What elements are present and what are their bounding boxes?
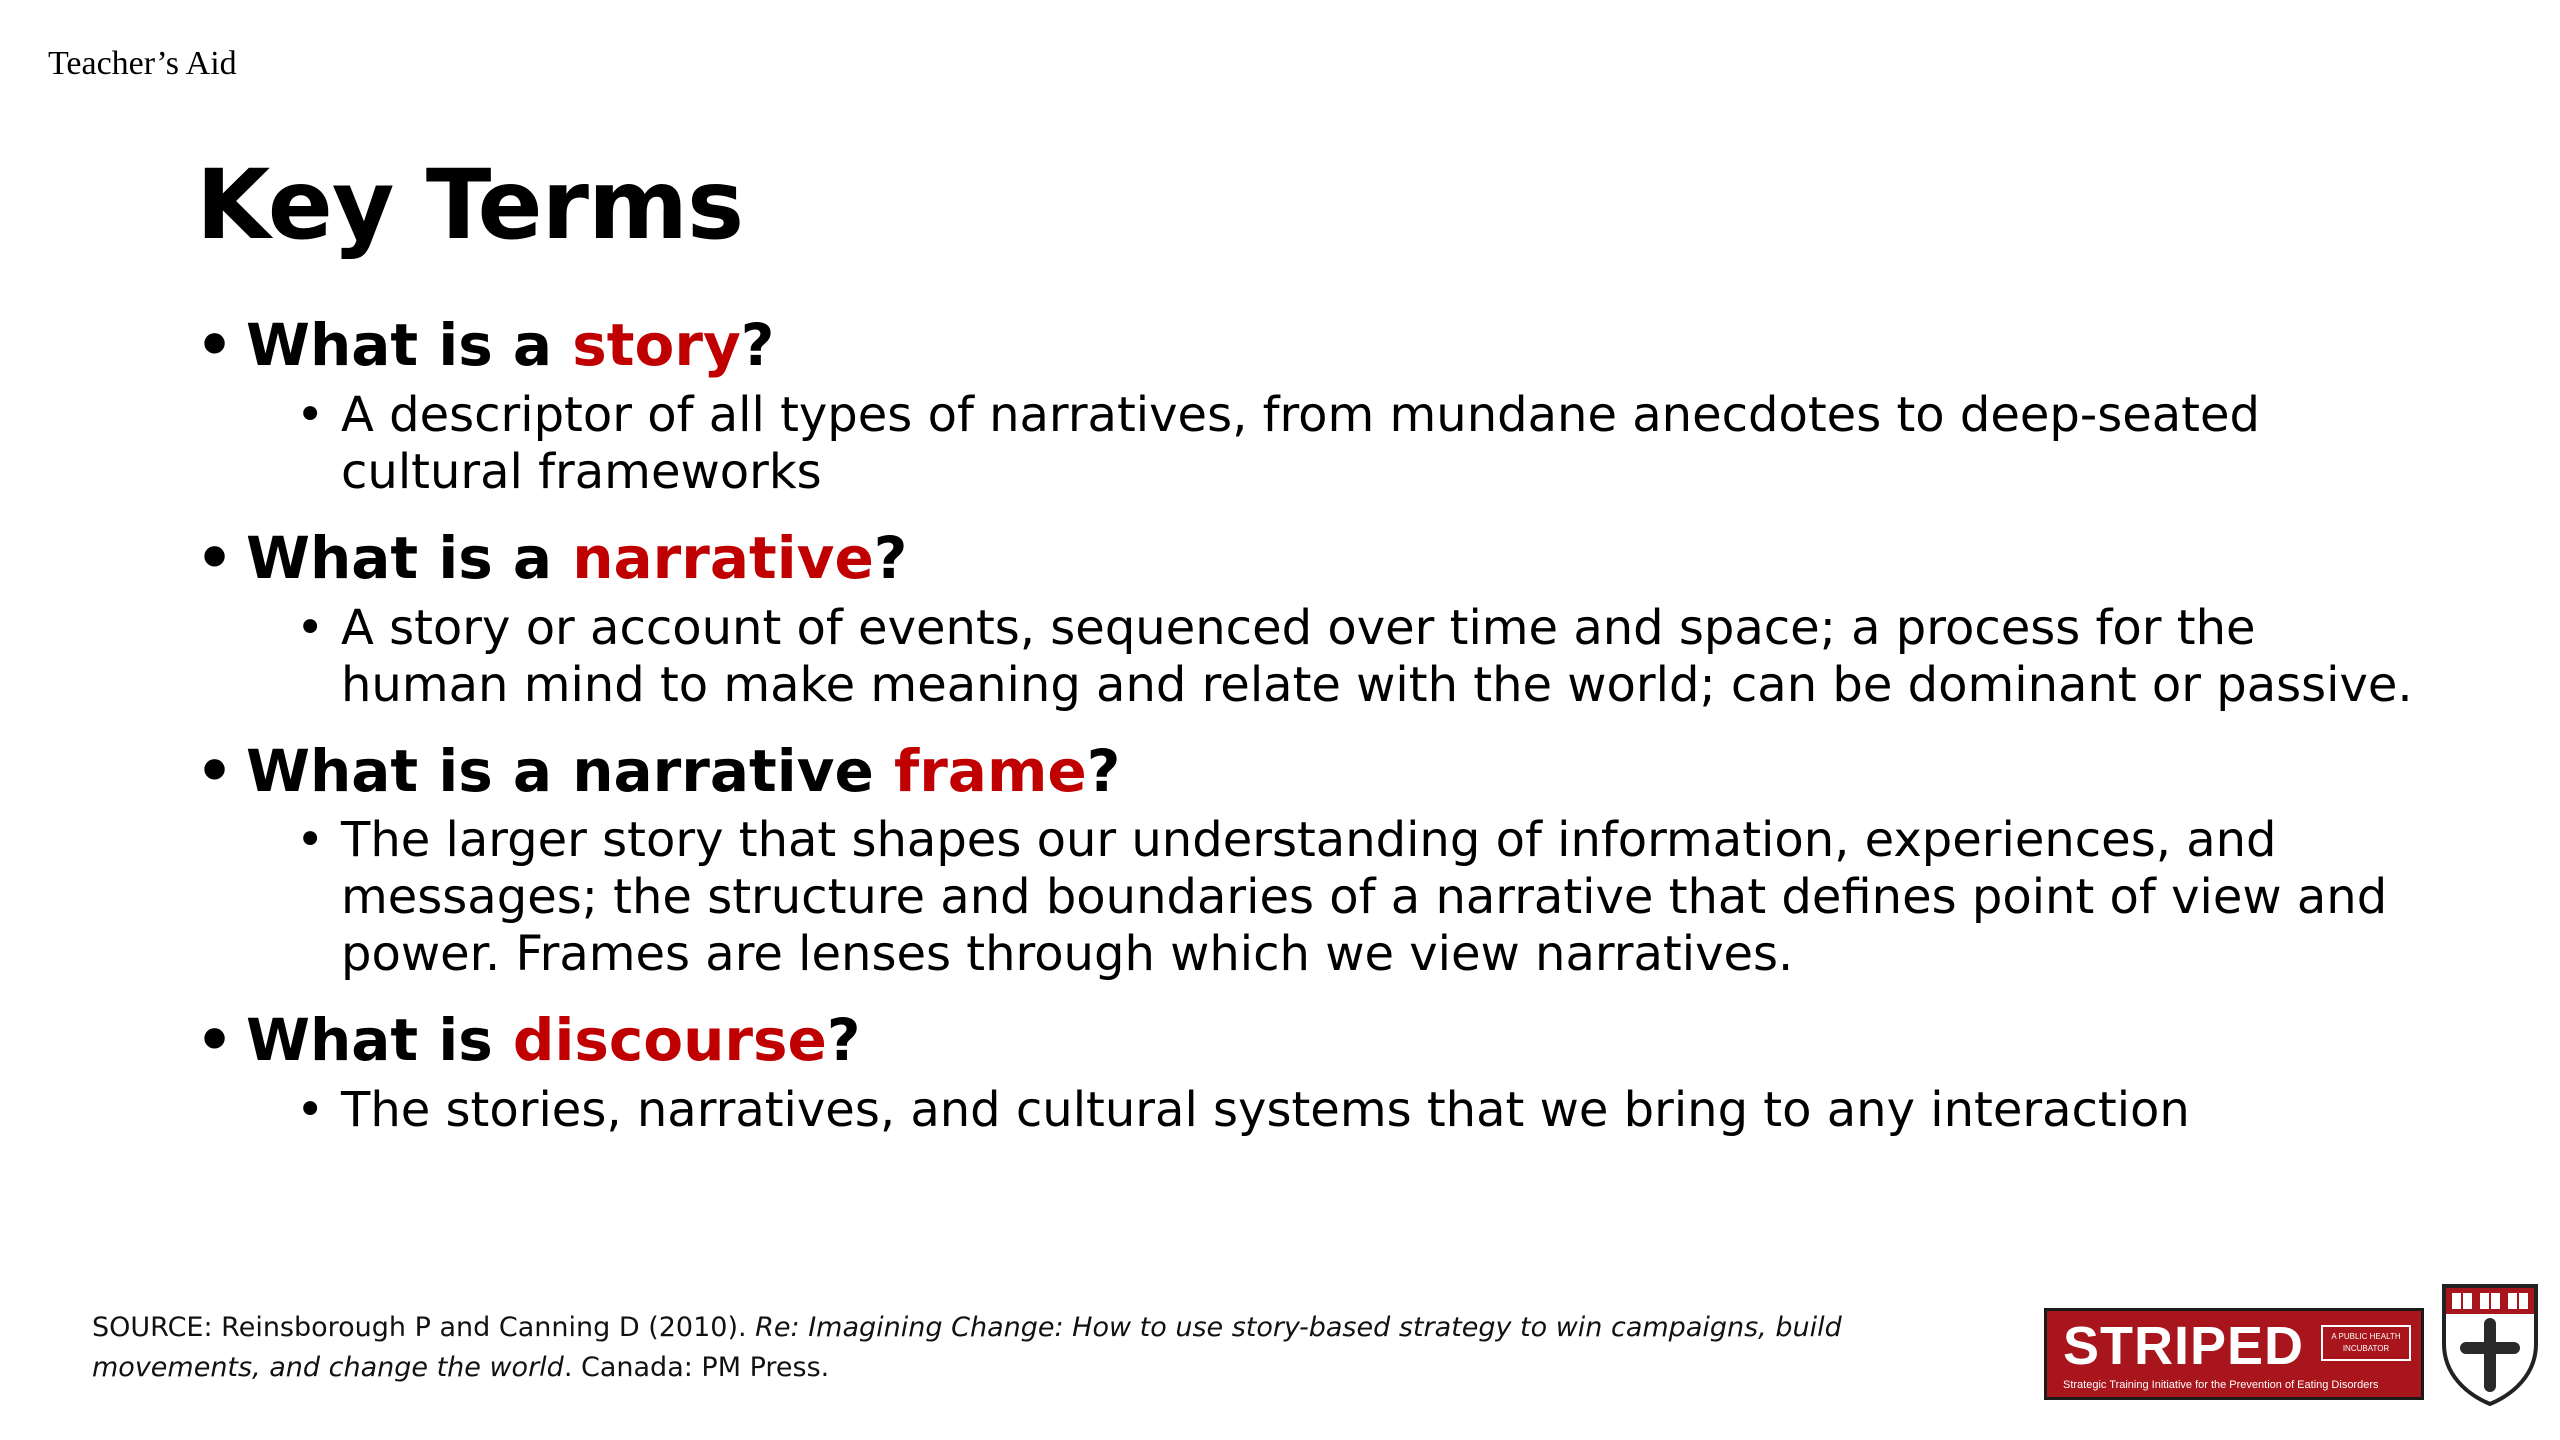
teacher-aid-label: Teacher’s Aid [48, 45, 237, 82]
term-discourse [196, 1005, 2396, 1139]
term-question [196, 310, 2396, 381]
question-keyword: narrative [572, 523, 874, 592]
logo-tagline: Strategic Training Initiative for the Prevention of Eating Disorders [2063, 1379, 2379, 1391]
question-suffix: ? [826, 1006, 861, 1075]
question-suffix: ? [873, 523, 908, 592]
slide-title: Key Terms [196, 149, 744, 261]
question-keyword: discourse [512, 1006, 827, 1075]
bullet-icon: • [196, 736, 234, 805]
logo-name: STRIPED [2063, 1316, 2305, 1376]
term-question [196, 1005, 2396, 1076]
logo-badge: A PUBLIC HEALTH INCUBATOR [2321, 1325, 2411, 1361]
bullet-icon: • [296, 1082, 325, 1138]
definition-text: The stories, narratives, and cultural systems that we bring to any interaction [341, 1082, 2190, 1138]
bullet-icon: • [196, 311, 234, 379]
question-suffix: ? [740, 311, 775, 379]
source-prefix: SOURCE: Reinsborough P and Canning D (2010). [92, 1312, 756, 1343]
question-keyword: story [572, 311, 741, 379]
bullet-icon: • [196, 523, 234, 592]
source-book-title: Re: Imagining Change: How to use story-based strategy to win campaigns, build movements, and change the world [92, 1312, 1842, 1383]
bullet-icon: • [296, 599, 325, 656]
bullet-icon: • [296, 386, 325, 443]
question-prefix: What is a [246, 523, 573, 592]
harvard-shield-icon [2440, 1282, 2540, 1408]
key-terms-list [196, 310, 2413, 1161]
bullet-icon: • [196, 1006, 234, 1075]
bullet-icon: • [296, 812, 325, 869]
term-narrative [196, 523, 2413, 714]
striped-logo [2044, 1308, 2424, 1400]
question-keyword: frame [893, 736, 1087, 805]
question-prefix: What is a [246, 311, 573, 379]
definition-text: The larger story that shapes our understanding of information, experiences, and messages; the structure and boundaries of a narrative that defines point of view and power. Frames are lenses through which we view narratives. [341, 812, 2388, 983]
question-suffix: ? [1086, 736, 1121, 805]
source-citation [92, 1308, 1972, 1388]
question-prefix: What is [246, 1006, 513, 1075]
question-prefix: What is a narrative [246, 736, 894, 805]
term-frame [196, 736, 2396, 984]
term-definition [296, 1082, 2421, 1139]
source-suffix: . Canada: PM Press. [563, 1352, 830, 1383]
definition-text: A story or account of events, sequenced over time and space; a process for the human mind to make meaning and relate with the world; can be dominant or passive. [341, 599, 2413, 713]
term-question [196, 523, 2396, 594]
definition-text: A descriptor of all types of narratives, from mundane anecdotes to deep-seated cultural frameworks [341, 386, 2260, 500]
term-question [196, 736, 2396, 807]
term-definition [296, 812, 2421, 983]
term-story [196, 310, 2396, 501]
term-definition [296, 600, 2421, 714]
term-definition [296, 387, 2421, 501]
